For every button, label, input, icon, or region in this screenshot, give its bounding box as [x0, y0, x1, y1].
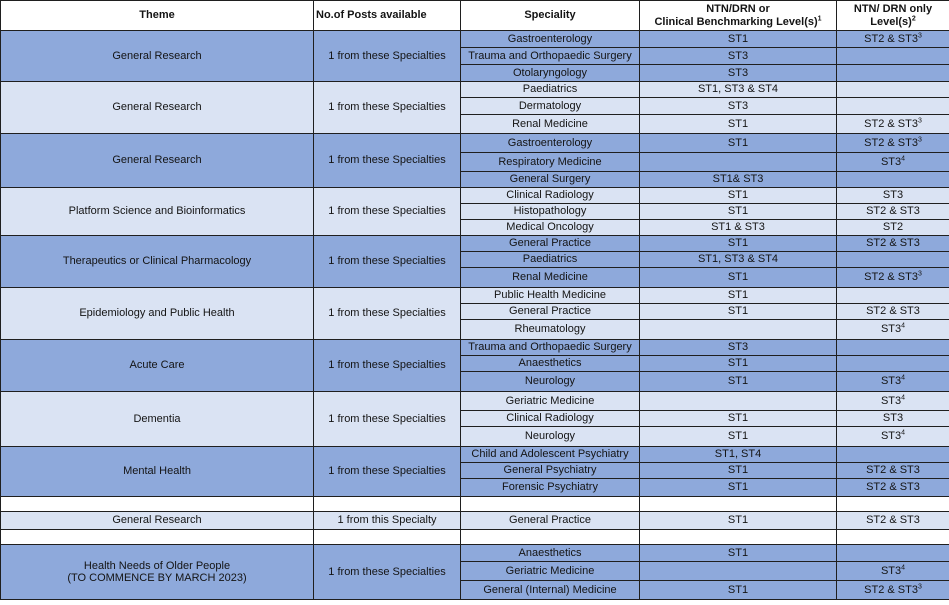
blank-cell [1, 497, 314, 512]
blank-cell [640, 497, 837, 512]
posts-cell: 1 from these Specialties [314, 31, 461, 82]
posts-cell: 1 from these Specialties [314, 82, 461, 134]
blank-cell [314, 530, 461, 545]
posts-cell: 1 from these Specialties [314, 134, 461, 188]
theme-cell: Platform Science and Bioinformatics [1, 188, 314, 236]
speciality-cell: Child and Adolescent Psychiatry [461, 447, 640, 463]
ntn-cell: ST1 [640, 31, 837, 48]
header-speciality: Speciality [461, 1, 640, 31]
ntn-cell: ST1 [640, 204, 837, 220]
speciality-cell: Geriatric Medicine [461, 562, 640, 581]
drn-cell [837, 98, 949, 115]
ntn-cell [640, 562, 837, 581]
drn-cell: $ST3^4$ [837, 153, 949, 172]
drn-cell: ST2 & ST3 [837, 512, 949, 530]
ntn-cell: ST1, ST3 & ST4 [640, 82, 837, 98]
drn-cell: $ST3^4$ [837, 427, 949, 447]
theme-cell [1, 545, 314, 600]
header-ntn-line2: Clinical Benchmarking Level(s) [654, 15, 818, 28]
blank-cell [314, 497, 461, 512]
table-row [1, 340, 949, 356]
speciality-cell: Gastroenterology [461, 31, 640, 48]
table-row [1, 288, 949, 304]
drn-cell [837, 545, 949, 562]
table-row [1, 236, 949, 252]
drn-cell: $ST3^4$ [837, 562, 949, 581]
theme-line2: (TO COMMENCE BY MARCH 2023) [67, 572, 247, 584]
speciality-cell: General Practice [461, 304, 640, 320]
table-row [1, 31, 949, 48]
speciality-cell: Neurology [461, 372, 640, 392]
header-ntn-drn [640, 1, 837, 31]
theme-cell: General Research [1, 31, 314, 82]
speciality-cell: Rheumatology [461, 320, 640, 340]
ntn-cell: ST3 [640, 98, 837, 115]
speciality-cell: Trauma and Orthopaedic Surgery [461, 48, 640, 65]
drn-cell: ST2 & $ST3^3$ [837, 31, 949, 48]
speciality-cell: Respiratory Medicine [461, 153, 640, 172]
blank-cell [461, 497, 640, 512]
drn-cell: ST2 & $ST3^3$ [837, 134, 949, 153]
drn-cell: $ST3^4$ [837, 392, 949, 411]
table-row [1, 188, 949, 204]
ntn-cell: ST3 [640, 65, 837, 82]
ntn-cell [640, 320, 837, 340]
speciality-cell: General Psychiatry [461, 463, 640, 479]
ntn-cell: ST1 [640, 134, 837, 153]
ntn-cell: ST1 [640, 427, 837, 447]
table-row [1, 392, 949, 411]
drn-cell: ST2 & ST3 [837, 463, 949, 479]
speciality-cell: Dermatology [461, 98, 640, 115]
header-drn-sup: 2 [911, 14, 916, 22]
speciality-cell: Paediatrics [461, 252, 640, 268]
theme-cell: Therapeutics or Clinical Pharmacology [1, 236, 314, 288]
theme-cell: Dementia [1, 392, 314, 447]
speciality-cell: General Practice [461, 236, 640, 252]
header-drn-only [837, 1, 949, 31]
posts-cell: 1 from these Specialties [314, 545, 461, 600]
drn-cell [837, 288, 949, 304]
speciality-cell: Anaesthetics [461, 356, 640, 372]
posts-cell: 1 from these Specialties [314, 188, 461, 236]
ntn-cell: ST1 [640, 479, 837, 497]
speciality-cell: Forensic Psychiatry [461, 479, 640, 497]
theme-cell: Acute Care [1, 340, 314, 392]
ntn-cell: ST3 [640, 340, 837, 356]
drn-cell [837, 252, 949, 268]
speciality-cell: Otolaryngology [461, 65, 640, 82]
speciality-cell: Paediatrics [461, 82, 640, 98]
posts-cell: 1 from this Specialty [314, 512, 461, 530]
ntn-cell [640, 153, 837, 172]
ntn-cell [640, 392, 837, 411]
ntn-cell: ST1 [640, 411, 837, 427]
header-theme: Theme [1, 1, 314, 31]
drn-cell: ST2 [837, 220, 949, 236]
posts-cell: 1 from these Specialties [314, 236, 461, 288]
ntn-cell: ST1 [640, 268, 837, 288]
header-row [1, 1, 949, 31]
table-row [1, 134, 949, 153]
ntn-cell: ST1 [640, 304, 837, 320]
table-row [1, 545, 949, 562]
theme-cell: General Research [1, 512, 314, 530]
posts-cell: 1 from these Specialties [314, 288, 461, 340]
drn-cell: ST2 & ST3 [837, 204, 949, 220]
ntn-cell: ST1, ST4 [640, 447, 837, 463]
ntn-cell: ST1& ST3 [640, 172, 837, 188]
header-drn-line2: Level(s) [870, 15, 912, 28]
drn-cell: ST2 & ST3 [837, 479, 949, 497]
speciality-cell: Geriatric Medicine [461, 392, 640, 411]
ntn-cell: ST1 [640, 463, 837, 479]
speciality-cell: General Practice [461, 512, 640, 530]
ntn-cell: ST1 [640, 372, 837, 392]
drn-cell [837, 48, 949, 65]
theme-cell: Epidemiology and Public Health [1, 288, 314, 340]
drn-cell: $ST3^4$ [837, 320, 949, 340]
theme-cell: General Research [1, 82, 314, 134]
speciality-cell: Renal Medicine [461, 268, 640, 288]
drn-cell [837, 82, 949, 98]
speciality-cell: Clinical Radiology [461, 411, 640, 427]
drn-cell [837, 172, 949, 188]
blank-cell [1, 530, 314, 545]
blank-cell [837, 497, 949, 512]
ntn-cell: ST1 [640, 115, 837, 134]
drn-cell: $ST3^4$ [837, 372, 949, 392]
drn-cell [837, 340, 949, 356]
posts-cell: 1 from these Specialties [314, 340, 461, 392]
table-row [1, 512, 949, 530]
header-posts: No.of Posts available [314, 1, 461, 31]
ntn-cell: ST1 [640, 356, 837, 372]
drn-cell [837, 356, 949, 372]
drn-cell: ST2 & $ST3^3$ [837, 268, 949, 288]
theme-cell: General Research [1, 134, 314, 188]
speciality-cell: General (Internal) Medicine [461, 581, 640, 600]
blank-cell [461, 530, 640, 545]
speciality-cell: Neurology [461, 427, 640, 447]
drn-cell: ST3 [837, 411, 949, 427]
theme-line1: Health Needs of Older People [83, 559, 231, 572]
drn-cell [837, 447, 949, 463]
drn-cell: ST2 & ST3 [837, 236, 949, 252]
ntn-cell: ST1 [640, 512, 837, 530]
speciality-cell: Clinical Radiology [461, 188, 640, 204]
speciality-cell: Histopathology [461, 204, 640, 220]
posts-cell: 1 from these Specialties [314, 392, 461, 447]
speciality-cell: Trauma and Orthopaedic Surgery [461, 340, 640, 356]
drn-cell: ST2 & $ST3^3$ [837, 581, 949, 600]
speciality-cell: Public Health Medicine [461, 288, 640, 304]
blank-row [1, 497, 949, 512]
ntn-cell: ST1 & ST3 [640, 220, 837, 236]
blank-row [1, 530, 949, 545]
posts-cell: 1 from these Specialties [314, 447, 461, 497]
ntn-cell: ST1 [640, 545, 837, 562]
speciality-cell: Anaesthetics [461, 545, 640, 562]
speciality-cell: General Surgery [461, 172, 640, 188]
speciality-cell: Medical Oncology [461, 220, 640, 236]
drn-cell [837, 65, 949, 82]
drn-cell: ST2 & $ST3^3$ [837, 115, 949, 134]
drn-cell: ST2 & ST3 [837, 304, 949, 320]
ntn-cell: ST3 [640, 48, 837, 65]
blank-cell [640, 530, 837, 545]
header-ntn-line1: NTN/DRN or [706, 3, 770, 16]
table-row [1, 447, 949, 463]
ntn-cell: ST1 [640, 288, 837, 304]
header-ntn-sup: 1 [817, 14, 822, 22]
theme-cell: Mental Health [1, 447, 314, 497]
ntn-cell: ST1, ST3 & ST4 [640, 252, 837, 268]
ntn-cell: ST1 [640, 188, 837, 204]
blank-cell [837, 530, 949, 545]
speciality-cell: Gastroenterology [461, 134, 640, 153]
header-drn-line1: NTN/ DRN only [853, 3, 933, 16]
ntn-cell: ST1 [640, 236, 837, 252]
table-row [1, 82, 949, 98]
drn-cell: ST3 [837, 188, 949, 204]
ntn-cell: ST1 [640, 581, 837, 600]
speciality-cell: Renal Medicine [461, 115, 640, 134]
